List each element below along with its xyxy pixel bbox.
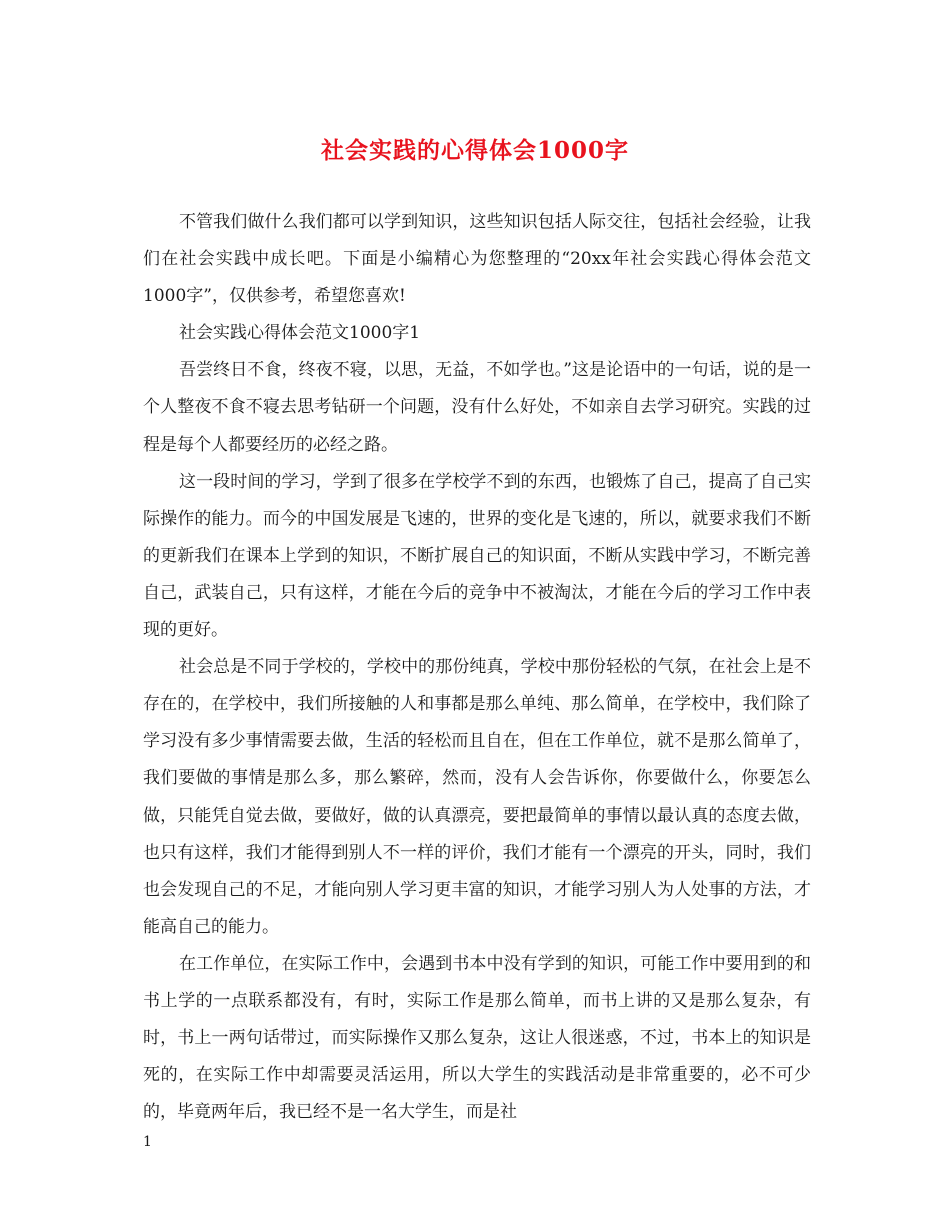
paragraph: 这一段时间的学习，学到了很多在学校学不到的东西，也锻炼了自己，提高了自己实际操作的能力。而今的中国发展是飞速的，世界的变化是飞速的，所以，就要求我们不断的更新我们在课本上学到的知识，不断扩展自己的知识面，不断从实践中学习，不断完善自己，武装自己，只有这样，才能在今后的竞争中不被淘汰，才能在今后的学习工作中表现的更好。 bbox=[143, 471, 811, 641]
paragraph: 在工作单位，在实际工作中，会遇到书本中没有学到的知识，可能工作中要用到的和书上学的一点联系都没有，有时，实际工作是那么简单，而书上讲的又是那么复杂，有时，书上一两句话带过，而实际操作又那么复杂，这让人很迷惑，不过，书本上的知识是死的，在实际工作中却需要灵活运用，所以大学生的实践活动是非常重要的，必不可少的，毕竟两年后，我已经不是一名大学生，而是社 bbox=[143, 953, 811, 1123]
paragraph-intro: 不管我们做什么我们都可以学到知识，这些知识包括人际交往，包括社会经验，让我们在社会实践中成长吧。下面是小编精心为您整理的“20xx年社会实践心得体会范文1000字”，仅供参考，希望您喜欢! bbox=[143, 212, 811, 307]
page-number: 1 bbox=[143, 1134, 152, 1150]
section-heading: 社会实践心得体会范文1000字1 bbox=[179, 323, 421, 344]
paragraph: 社会总是不同于学校的，学校中的那份纯真，学校中那份轻松的气氛，在社会上是不存在的，在学校中，我们所接触的人和事都是那么单纯、那么简单，在学校中，我们除了学习没有多少事情需要去做，生活的轻松而且自在，但在工作单位，就不是那么简单了，我们要做的事情是那么多，那么繁碎，然而，没有人会告诉你，你要做什么，你要怎么做，只能凭自觉去做，要做好，做的认真漂亮，要把最简单的事情以最认真的态度去做，也只有这样，我们才能得到别人不一样的评价，我们才能有一个漂亮的开头，同时，我们也会发现自己的不足，才能向别人学习更丰富的知识，才能学习别人为人处事的方法，才能高自己的能力。 bbox=[143, 657, 811, 937]
document-title: 社会实践的心得体会1000字 bbox=[320, 137, 629, 164]
paragraph: 吾尝终日不食，终夜不寝，以思，无益，不如学也。”这是论语中的一句话，说的是一个人整夜不食不寝去思考钻研一个问题，没有什么好处，不如亲自去学习研究。实践的过程是每个人都要经历的必经之路。 bbox=[143, 360, 811, 455]
document-body bbox=[143, 204, 811, 1131]
